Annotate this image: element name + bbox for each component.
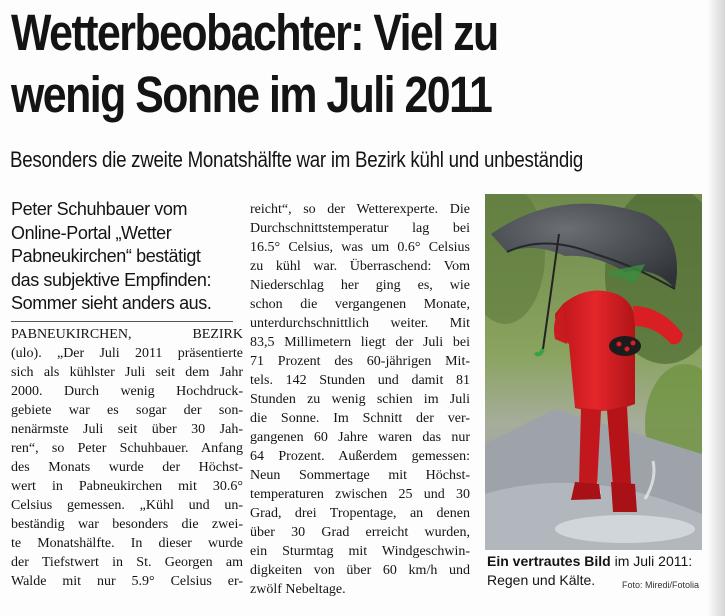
lead-line: das subjektive Empfinden:	[11, 269, 212, 290]
caption-bold: Ein vertrautes Bild	[487, 553, 611, 569]
headline	[11, 2, 599, 126]
body-line: (ulo). „Der Juli 2011 präsentierte	[11, 346, 243, 361]
body-line: wert in Pabneukirchen mit 30.6°	[11, 479, 243, 494]
body-line: gebiete war es sogar der son-	[11, 403, 243, 418]
lead-line: Peter Schuhbauer vom	[11, 199, 188, 219]
body-line: ein Sturmtag mit Windgeschwin-	[250, 544, 470, 559]
body-column-2	[250, 200, 470, 599]
body-line: Durchschnittstemperatur lag bei	[250, 221, 470, 236]
body-line: reicht“, so der Wetterexperte. Die	[250, 202, 470, 217]
body-column-1	[11, 325, 243, 591]
body-line: der Tiefstwert in St. Georgen am	[11, 555, 243, 570]
headline-line-1: Wetterbeobachter: Viel zu	[11, 4, 498, 61]
lead-line: Sommer sieht anders aus.	[11, 293, 212, 313]
body-line: Stunden zu wenig schien im Juli	[250, 392, 470, 407]
lead-line: Pabneukirchen“ bestätigt	[11, 246, 201, 266]
body-line: digkeiten von über 60 km/h und	[250, 563, 470, 578]
body-line: 83,5 Millimetern liegt der Juli bei	[250, 335, 470, 350]
body-line: Niederschlag her ging es, wie	[250, 278, 470, 293]
body-line: 16.5° Celsius, was um 0.6° Celsius	[250, 240, 470, 255]
photo-credit: Foto: Miredi/Fotolia	[622, 580, 700, 590]
body-line: te Monatshälfte. In dieser wurde	[11, 536, 243, 551]
body-line: nenärmste Juli seit über 30 Jah-	[11, 422, 243, 437]
caption-line-2: Regen und Kälte.	[487, 572, 596, 588]
body-line: die Sonne. Im Schnitt der ver-	[250, 411, 470, 426]
body-line: zu kühl war. Überraschend: Vom	[250, 259, 470, 274]
body-line: beständig war besonders die zwei-	[11, 517, 243, 532]
lead-line: Online-Portal „Wetter	[11, 222, 172, 243]
body-line: des Monats wurde der Höchst-	[11, 460, 243, 475]
body-line: Neun Sommertage mit Höchst-	[250, 468, 470, 483]
body-line: Grad, drei Tropentage, an denen	[250, 506, 470, 521]
body-line: 71 Prozent des 60-jährigen Mit-	[250, 354, 470, 369]
caption-rest: im Juli 2011:	[610, 553, 693, 569]
body-line: 2000. Durch wenig Hochdruck-	[11, 384, 243, 399]
body-line: ren“, so Peter Schuhbauer. Anfang	[11, 441, 243, 456]
body-line: zwölf Nebeltage.	[250, 582, 346, 597]
page-edge-shadow	[707, 0, 725, 616]
body-line: unterdurchschnittlich weiter. Mit	[250, 316, 470, 331]
child-with-umbrella-illustration	[485, 194, 702, 550]
headline-line-2: wenig Sonne im Juli 2011	[11, 66, 492, 123]
body-line: Walde mit nur 5.9° Celsius er-	[11, 574, 243, 589]
body-line: 64 Prozent. Außerdem gemessen:	[250, 449, 470, 464]
body-line: gangenen 60 Jahre waren das nur	[250, 430, 470, 445]
body-line: über 30 Grad erreicht wurden,	[250, 525, 470, 540]
body-line: PABNEUKIRCHEN, BEZIRK	[11, 327, 243, 342]
lead-paragraph	[11, 198, 245, 316]
body-line: Celsius gemessen. „Kühl und un-	[11, 498, 243, 513]
body-line: tels. 142 Stunden und damit 81	[250, 373, 470, 388]
body-line: schon die vergangenen Monate,	[250, 297, 470, 312]
body-line: temperaturen zwischen 25 und 30	[250, 487, 470, 502]
lead-divider	[11, 321, 233, 322]
rain-photo	[485, 194, 702, 550]
body-line: sich als kühlster Juli seit dem Jahr	[11, 365, 243, 380]
subheadline: Besonders die zweite Monatshälfte war im Bezirk kühl und unbeständig	[10, 147, 584, 172]
